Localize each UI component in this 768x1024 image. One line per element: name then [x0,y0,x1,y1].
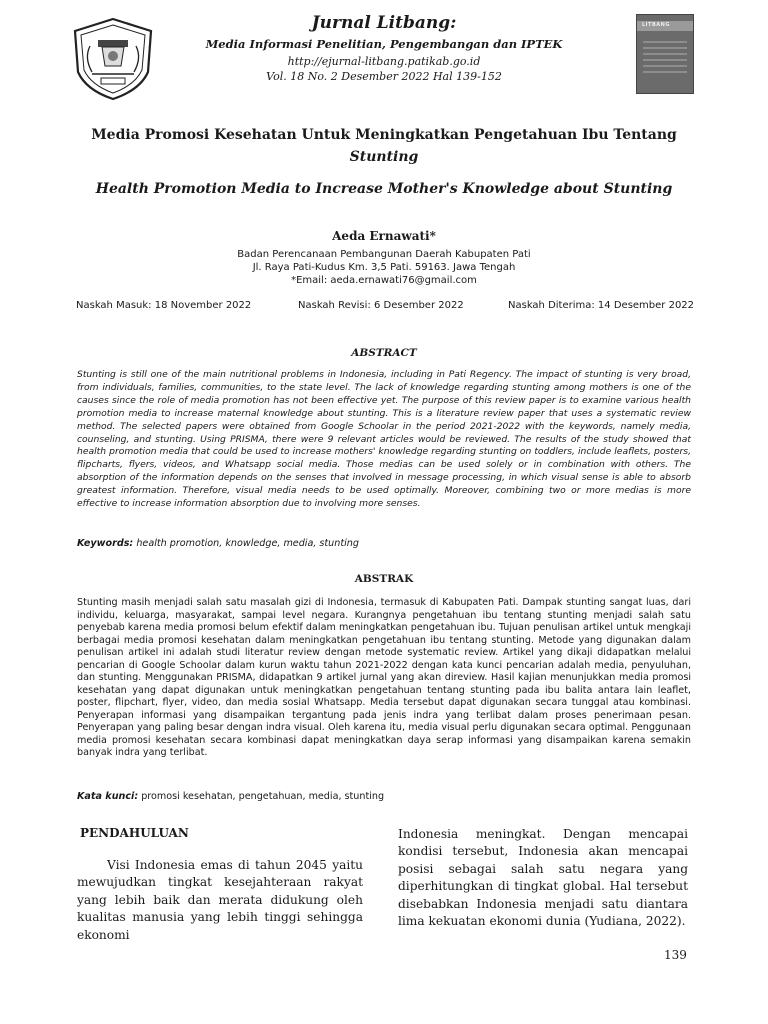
body-column-left [77,857,363,944]
author-affiliation: Badan Perencanaan Pembangunan Daerah Kabupaten Pati [237,249,531,260]
pendahuluan-heading: PENDAHULUAN [80,826,189,840]
author-name: Aeda Ernawati* [332,229,436,243]
journal-title: Jurnal Litbang: [311,13,457,33]
date-received: Naskah Masuk: 18 November 2022 [76,300,252,311]
article-title-indonesian [60,124,708,168]
keywords-label: Keywords: [77,538,134,549]
date-accepted: Naskah Diterima: 14 Desember 2022 [508,300,695,311]
abstract-heading: ABSTRACT [351,347,417,359]
article-title-id-main: Media Promosi Kesehatan Untuk Meningkatkan Pengetahuan Ibu Tentang [91,127,677,143]
article-title-id-italic: Stunting [349,149,419,165]
body-paragraph-left: Visi Indonesia emas di tahun 2045 yaitu mewujudkan tingkat kesejahteraan rakyat yang lebih baik dan merata didukung oleh kualitas manusia yang lebih tinggi sehingga ekonomi [77,858,363,942]
journal-url[interactable]: http://ejurnal-litbang.patikab.go.id [287,55,481,68]
author-email[interactable]: *Email: aeda.ernawati76@gmail.com [291,275,477,286]
cover-label: LITBANG [642,22,670,28]
abstrak-heading: ABSTRAK [354,573,414,585]
kata-kunci-line [77,791,691,802]
kata-kunci-list: promosi kesehatan, pengetahuan, media, stunting [138,791,385,802]
keywords-list: health promotion, knowledge, media, stunting [133,538,359,549]
journal-volume: Vol. 18 No. 2 Desember 2022 Hal 139-152 [266,70,502,83]
page-number: 139 [664,948,687,962]
date-revised: Naskah Revisi: 6 Desember 2022 [298,300,464,311]
abstrak-body: Stunting masih menjadi salah satu masalah gizi di Indonesia, termasuk di Kabupaten Pati. Dampak stunting sangat luas, dari individu, keluarga, masyarakat, sampai level negara. Kurangnya pengetahuan ibu tentang stunting menjadi salah satu penyebab karena media promosi belum efektif dalam meningkatkan pengetahuan ibu. Tujuan penulisan artikel untuk mengkaji berbagai media promosi kesehatan dalam meningkatkan pengetahuan ibu tentang stunting. Metode yang digunakan dalam penulisan artikel ini adalah studi literatur review dengan metode systematic review. Artikel yang dikaji didapatkan melalui pencarian di Google Schoolar dalam kurun waktu tahun 2021-2022 dengan kata kunci pencarian adalah media, penyuluhan, dan stunting. Menggunakan PRISMA, didapatkan 9 artikel jurnal yang akan direview. Hasil kajian menunjukkan media promosi kesehatan yang dapat digunakan untuk meningkatkan pengetahuan tentang stunting pada ibu balita antara lain leaflet, poster, flipchart, flyer, video, dan media sosial Whatsapp. Media tersebut dapat digunakan secara tunggal atau kombinasi. Penyerapan informasi yang disampaikan tergantung pada jenis indra yang terlibat dalam proses penerimaan pesan. Penyerapan yang paling besar dengan indra visual. Oleh karena itu, media visual perlu digunakan secara optimal. Penggunaan media promosi kesehatan secara kombinasi dapat meningkatkan daya serap informasi yang disampaikan karena semakin banyak indra yang terlibat. [77,597,691,758]
regency-seal-logo [68,16,158,102]
body-column-right [398,826,688,930]
journal-subtitle: Media Informasi Penelitian, Pengembangan dan IPTEK [205,37,563,51]
author-address: Jl. Raya Pati-Kudus Km. 3,5 Pati. 59163. Jawa Tengah [252,262,516,273]
article-title-english: Health Promotion Media to Increase Mother's Knowledge about Stunting [95,181,673,197]
abstract-body: Stunting is still one of the main nutritional problems in Indonesia, including in Pati Regency. The impact of stunting is very broad, from individuals, families, communities, to the state level. The lack of knowledge regarding stunting among mothers is one of the causes since the role of media promotion has not been effective yet. The purpose of this review paper is to examine various health promotion media to increase maternal knowledge about stunting. This is a literature review paper that uses a systematic review method. The selected papers were obtained from Google Schoolar in the period 2021-2022 with the keywords, namely media, counseling, and stunting. Using PRISMA, there were 9 relevant articles would be reviewed. The results of the study showed that health promotion media that could be used to increase mothers' knowledge regarding stunting on toddlers, include leaflets, posters, flipcharts, flyers, videos, and Whatsapp social media. Those medias can be used solely or in combination with others. The absorption of the information depends on the senses that involved in message processing, in which visual sense is able to absorb greatest information. Therefore, visual media needs to be used optimally. Moreover, combining two or more medias is more effective to increase information absorption due to involving more senses. [77,369,691,510]
body-paragraph-right: Indonesia meningkat. Dengan mencapai kondisi tersebut, Indonesia akan mencapai posisi sebagai salah satu negara yang diperhitungkan di tingkat global. Hal tersebut disebabkan Indonesia menjadi satu diantara lima kekuatan ekonomi dunia (Yudiana, 2022). [398,827,688,929]
keywords-line [77,538,691,549]
journal-cover-thumbnail [636,14,694,94]
kata-kunci-label: Kata kunci: [77,791,139,802]
